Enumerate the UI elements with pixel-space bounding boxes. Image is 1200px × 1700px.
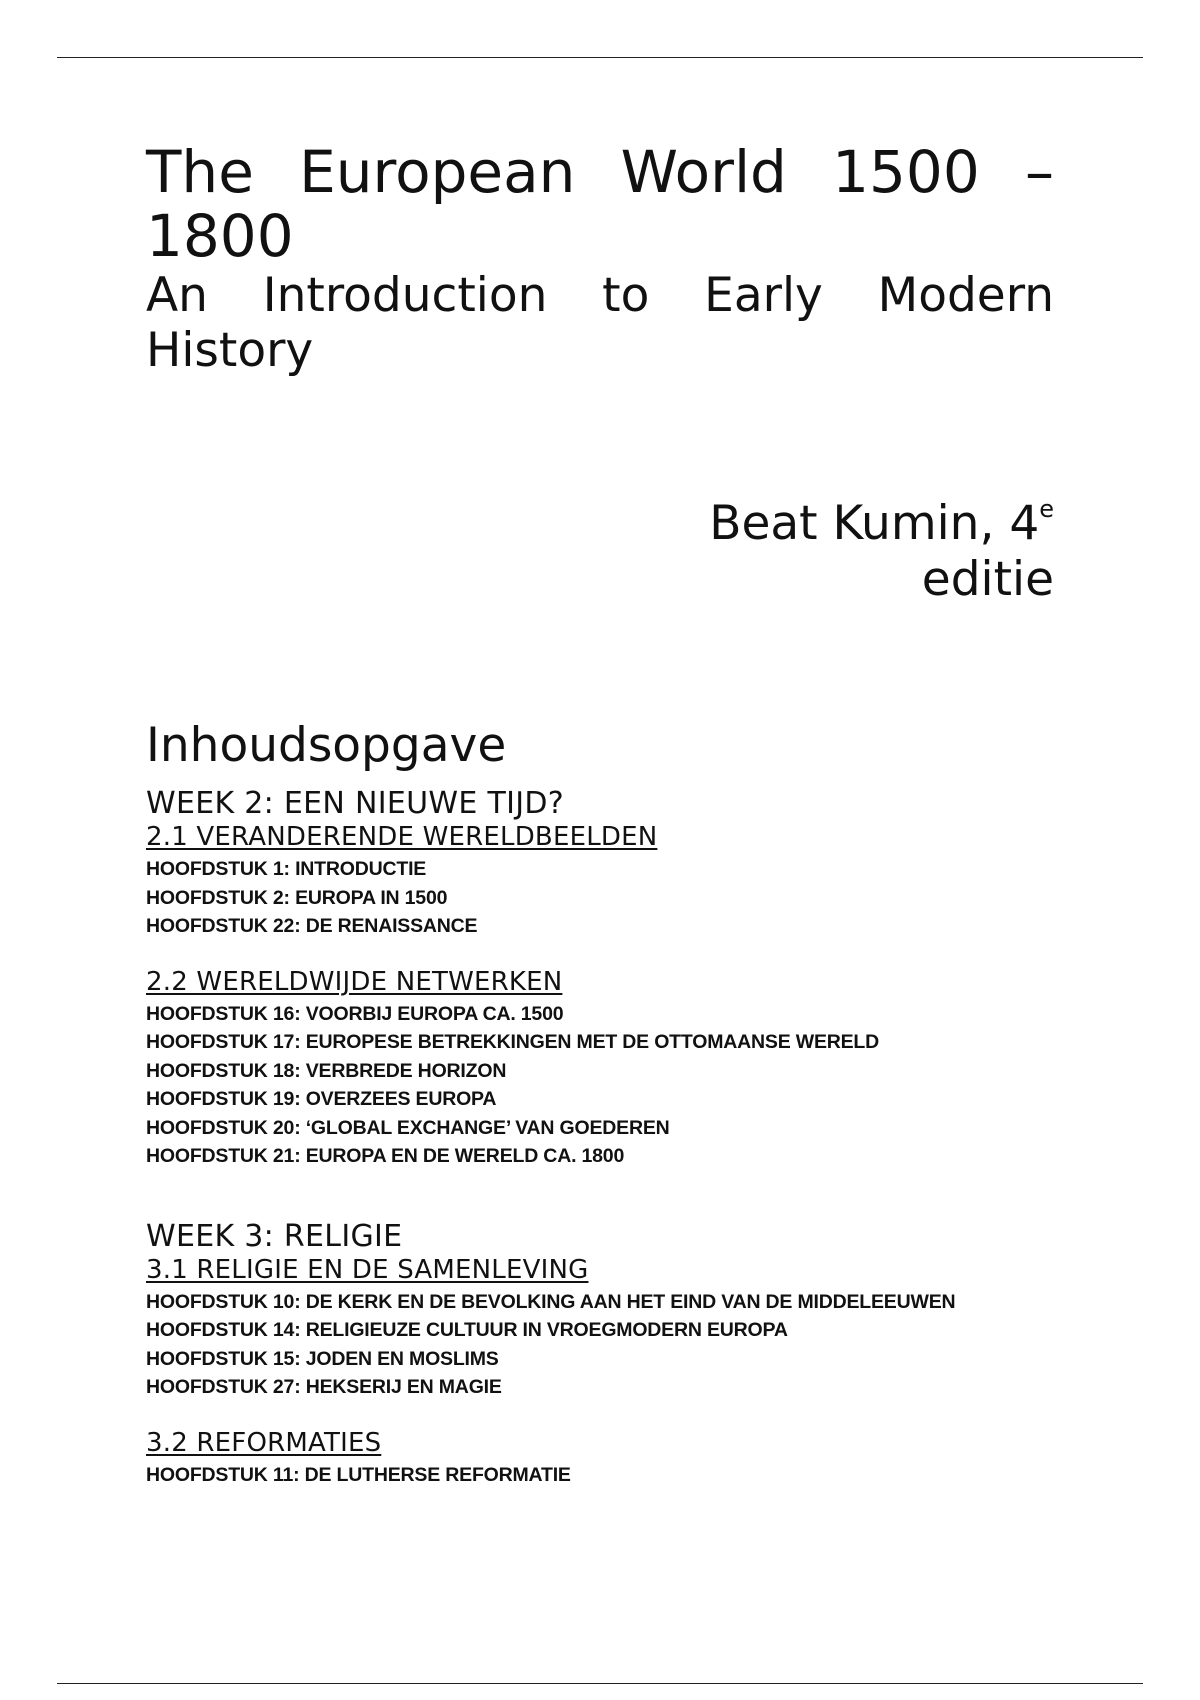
chapter-item: HOOFDSTUK 20: ‘GLOBAL EXCHANGE’ VAN GOEDEREN	[146, 1116, 670, 1139]
edition-superscript: e	[1039, 495, 1054, 523]
chapter-item: HOOFDSTUK 10: DE KERK EN DE BEVOLKING AAN HET EIND VAN DE MIDDELEEUWEN	[146, 1290, 956, 1313]
week-heading: WEEK 3: RELIGIE	[146, 1218, 403, 1254]
section-heading: 2.1 VERANDERENDE WERELDBEELDEN	[146, 822, 658, 852]
toc-section	[146, 1428, 1054, 1490]
toc-heading: Inhoudsopgave	[146, 718, 507, 773]
chapter-item: HOOFDSTUK 16: VOORBIJ EUROPA CA. 1500	[146, 1002, 564, 1025]
document-subtitle: An Introduction to Early Modern History	[146, 268, 1054, 378]
footer-rule	[57, 1683, 1143, 1684]
chapter-item: HOOFDSTUK 11: DE LUTHERSE REFORMATIE	[146, 1463, 571, 1486]
section-heading: 3.1 RELIGIE EN DE SAMENLEVING	[146, 1254, 589, 1285]
chapter-list	[146, 855, 1054, 941]
section-heading: 2.2 WERELDWIJDE NETWERKEN	[146, 966, 563, 997]
author-line: Beat Kumin, 4	[709, 496, 1040, 551]
chapter-item: HOOFDSTUK 22: DE RENAISSANCE	[146, 915, 478, 937]
chapter-item: HOOFDSTUK 1: INTRODUCTIE	[146, 858, 427, 880]
document-title: The European World 1500 – 1800	[146, 138, 1054, 270]
chapter-item: HOOFDSTUK 21: EUROPA EN DE WERELD CA. 1800	[146, 1145, 625, 1167]
header-rule	[57, 57, 1143, 58]
section-heading: 3.2 REFORMATIES	[146, 1427, 382, 1458]
toc-section	[146, 967, 1054, 1171]
toc-section	[146, 1255, 1054, 1402]
author-edition	[146, 496, 1054, 608]
chapter-item: HOOFDSTUK 15: JODEN EN MOSLIMS	[146, 1347, 499, 1370]
edition-word: editie	[921, 552, 1054, 607]
chapter-item: HOOFDSTUK 19: OVERZEES EUROPA	[146, 1088, 497, 1110]
week-heading: WEEK 2: EEN NIEUWE TIJD?	[146, 786, 565, 821]
chapter-list	[146, 1461, 1054, 1490]
chapter-item: HOOFDSTUK 18: VERBREDE HORIZON	[146, 1059, 507, 1082]
document-page	[146, 140, 1054, 1489]
chapter-item: HOOFDSTUK 2: EUROPA IN 1500	[146, 886, 448, 909]
chapter-list	[146, 1000, 1054, 1171]
chapter-item: HOOFDSTUK 27: HEKSERIJ EN MAGIE	[146, 1376, 502, 1398]
chapter-list	[146, 1288, 1054, 1402]
chapter-item: HOOFDSTUK 14: RELIGIEUZE CULTUUR IN VROEGMODERN EUROPA	[146, 1319, 788, 1341]
toc-section	[146, 822, 1054, 941]
chapter-item: HOOFDSTUK 17: EUROPESE BETREKKINGEN MET DE OTTOMAANSE WERELD	[146, 1031, 880, 1053]
